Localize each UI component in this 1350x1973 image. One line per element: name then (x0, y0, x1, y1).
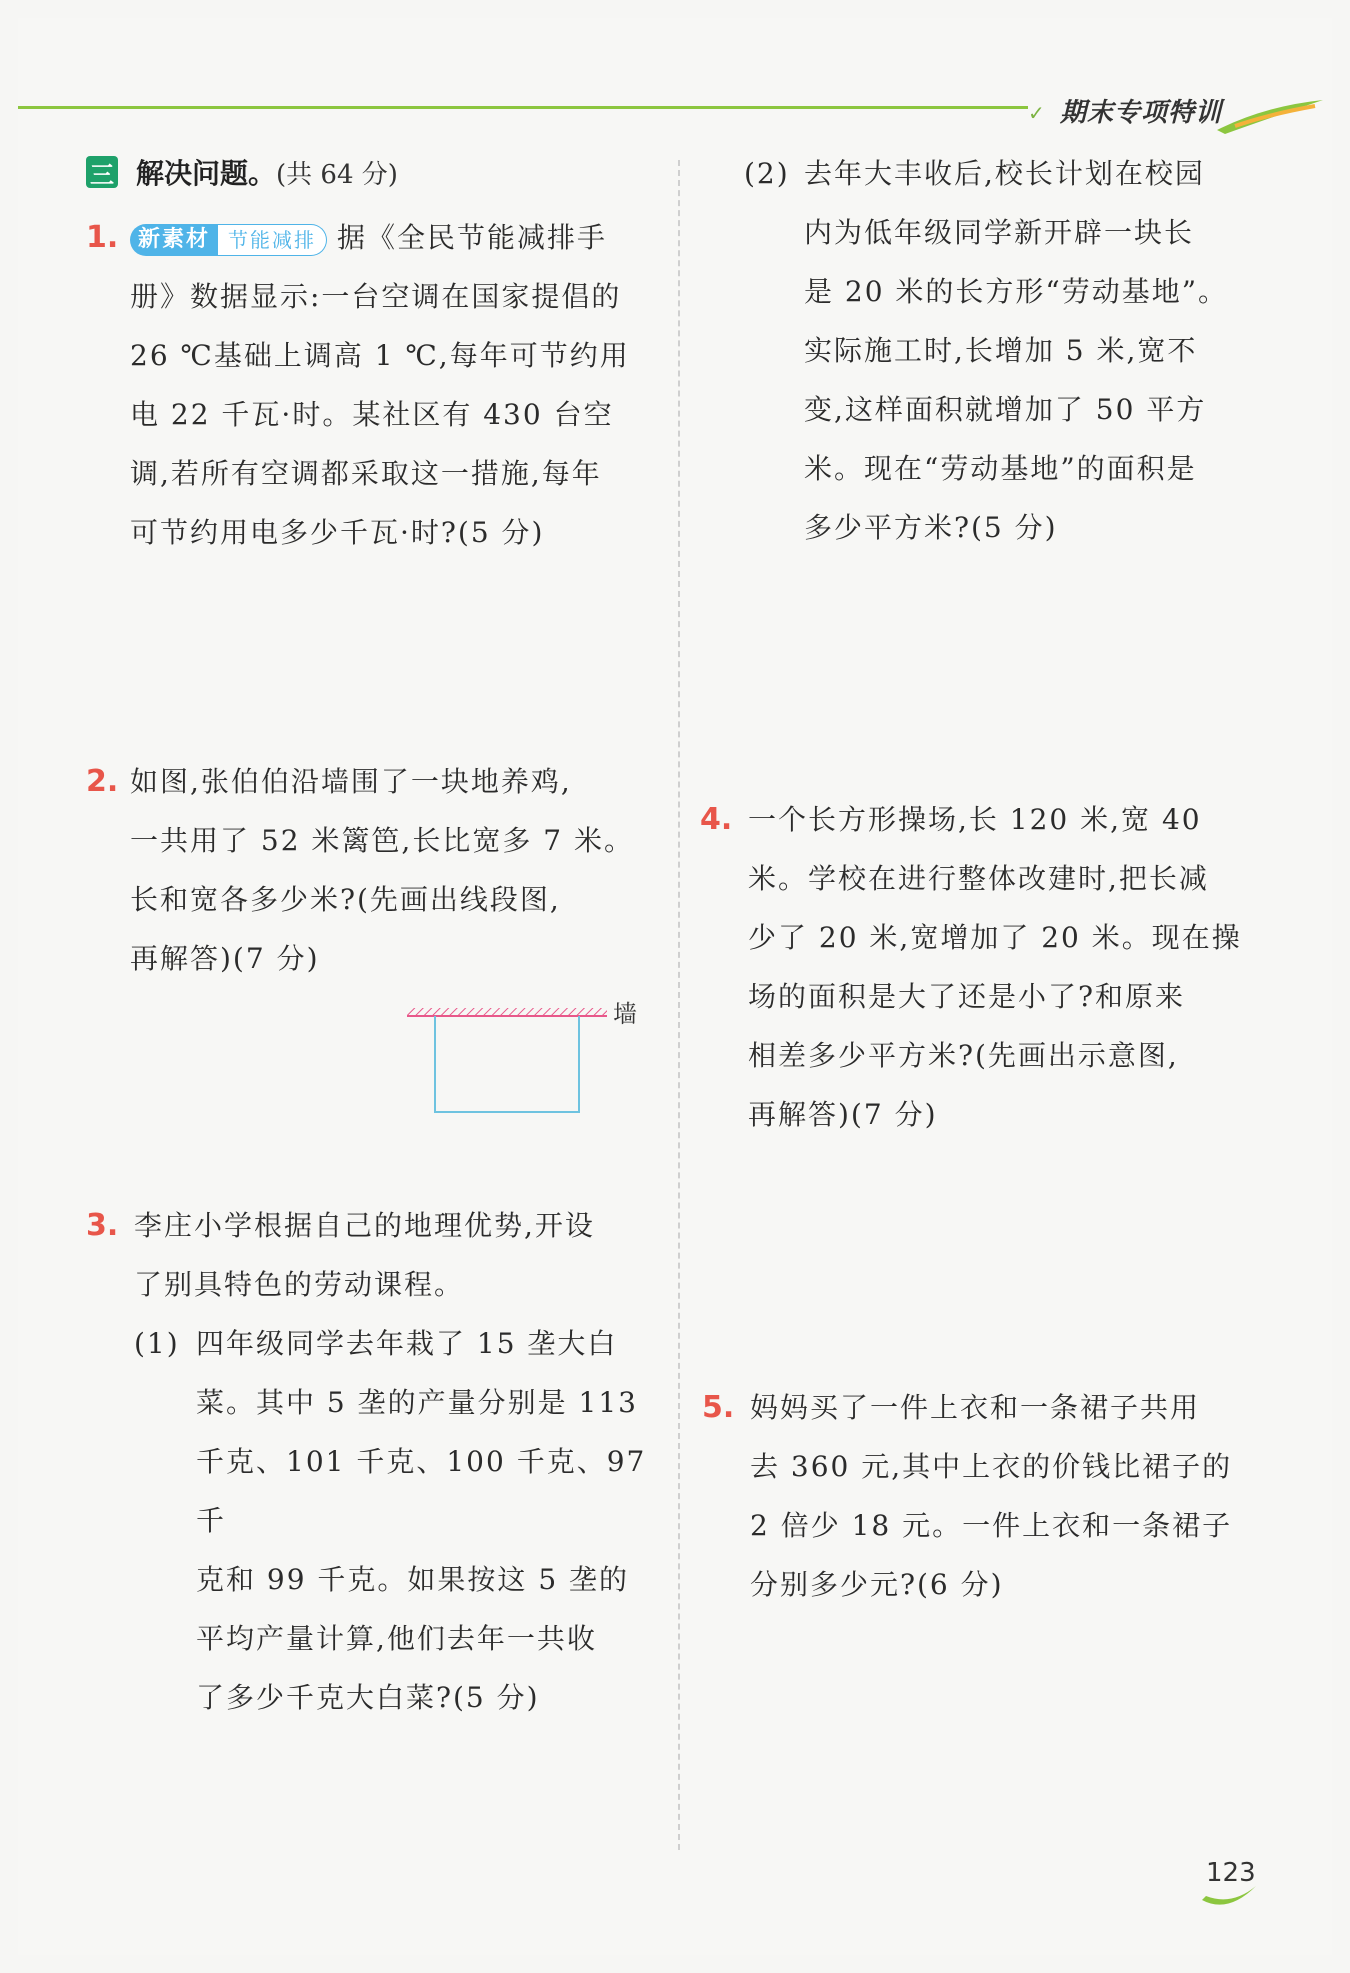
question-number-1: 1. (86, 220, 119, 255)
question-number-2: 2. (86, 764, 119, 799)
text-line: 是 20 米的长方形“劳动基地”。 (804, 275, 1229, 308)
tag-secondary: 节能减排 (218, 224, 327, 256)
fence-outline (435, 1016, 579, 1112)
text-line: 如图,张伯伯沿墙围了一块地养鸡, (130, 765, 572, 798)
text-line: 一个长方形操场,长 120 米,宽 40 (748, 803, 1202, 836)
text-line: 米。现在“劳动基地”的面积是 (804, 452, 1197, 485)
text-line: 册》数据显示:一台空调在国家提倡的 (130, 280, 622, 313)
check-icon: ✓ (1028, 101, 1045, 125)
wall-hatch (407, 1008, 607, 1016)
page-number-swoosh-icon (1198, 1880, 1258, 1910)
section-heading (86, 152, 398, 192)
question-3-part-1-label: (1) (134, 1327, 180, 1360)
text-line: 了多少千克大白菜?(5 分) (196, 1681, 540, 1714)
question-5 (750, 1378, 1270, 1614)
text-line: 调,若所有空调都采取这一措施,每年 (130, 457, 602, 490)
question-number-3: 3. (86, 1208, 119, 1243)
text-line: 场的面积是大了还是小了?和原来 (748, 980, 1186, 1013)
question-1 (130, 208, 650, 562)
column-divider (678, 160, 680, 1850)
text-line: 平均产量计算,他们去年一共收 (196, 1622, 597, 1655)
text-line: 再解答)(7 分) (130, 942, 320, 975)
text-line: 可节约用电多少千瓦·时?(5 分) (130, 516, 545, 549)
text-line: 26 ℃基础上调高 1 ℃,每年可节约用 (130, 339, 630, 372)
text-line: 了别具特色的劳动课程。 (134, 1268, 465, 1301)
text-line: 内为低年级同学新开辟一块长 (804, 216, 1195, 249)
text-line: 再解答)(7 分) (748, 1098, 938, 1131)
question-1-line (130, 208, 650, 267)
section-score: (共 64 分) (276, 159, 398, 190)
new-material-tag (130, 224, 327, 256)
header-rule (18, 106, 1028, 109)
text-line: 李庄小学根据自己的地理优势,开设 (134, 1209, 595, 1242)
question-number-5: 5. (702, 1390, 735, 1425)
text-line: 妈妈买了一件上衣和一条裙子共用 (750, 1391, 1201, 1424)
text-line: 长和宽各多少米?(先画出线段图, (130, 883, 561, 916)
tag-primary: 新素材 (130, 224, 218, 256)
page-number: 123 (1206, 1858, 1256, 1888)
question-number-4: 4. (700, 802, 733, 837)
text-line: 电 22 千瓦·时。某社区有 430 台空 (130, 398, 614, 431)
section-title: 解决问题。 (136, 157, 277, 190)
text-line: 实际施工时,长增加 5 米,宽不 (804, 334, 1198, 367)
text-line: 米。学校在进行整体改建时,把长减 (748, 862, 1209, 895)
wall-label: 墙 (613, 1000, 637, 1028)
text-line: 变,这样面积就增加了 50 平方 (804, 393, 1207, 426)
text-line: 克和 99 千克。如果按这 5 垄的 (196, 1563, 630, 1596)
question-3-part-2-label: (2) (744, 157, 790, 190)
chicken-pen-figure (405, 1000, 645, 1130)
text-line: 多少平方米?(5 分) (804, 511, 1058, 544)
text-line: 2 倍少 18 元。一件上衣和一条裙子 (750, 1509, 1233, 1542)
header-title: 期末专项特训 (1060, 98, 1223, 128)
section-badge: 三 (86, 156, 118, 188)
text-line: 千克、101 千克、100 千克、97 千 (196, 1445, 647, 1537)
swoosh-decoration-icon (1215, 96, 1325, 136)
question-3 (134, 1196, 664, 1314)
question-2 (130, 752, 660, 988)
text-line: 四年级同学去年栽了 15 垄大白 (196, 1327, 618, 1360)
text-line: 相差多少平方米?(先画出示意图, (748, 1039, 1179, 1072)
text-line: 菜。其中 5 垄的产量分别是 113 (196, 1386, 638, 1419)
text-line: 去 360 元,其中上衣的价钱比裙子的 (750, 1450, 1233, 1483)
text-line: 据《全民节能减排手 (337, 221, 608, 254)
text-line: 少了 20 米,宽增加了 20 米。现在操 (748, 921, 1242, 954)
question-3-part-1 (196, 1314, 666, 1727)
text-line: 去年大丰收后,校长计划在校园 (804, 157, 1205, 190)
text-line: 分别多少元?(6 分) (750, 1568, 1004, 1601)
text-line: 一共用了 52 米篱笆,长比宽多 7 米。 (130, 824, 634, 857)
question-3-part-2 (804, 144, 1274, 557)
question-4 (748, 790, 1268, 1144)
